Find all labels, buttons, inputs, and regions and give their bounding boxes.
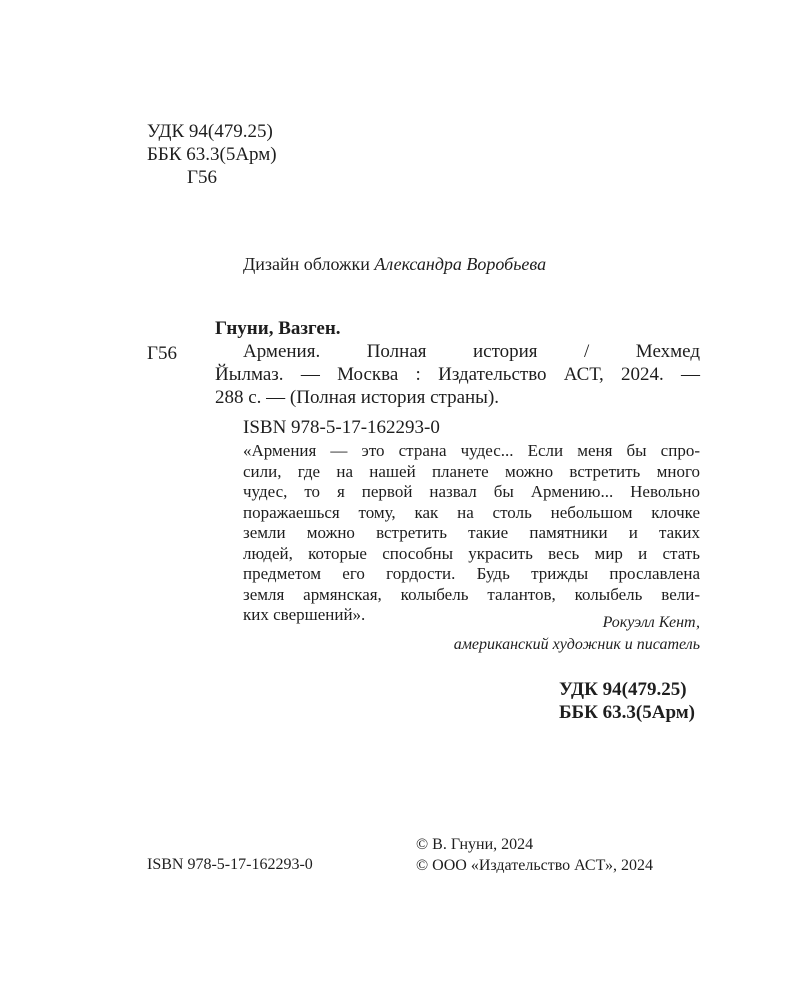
- copyright-block: [416, 834, 653, 876]
- footer-isbn: ISBN 978-5-17-162293-0: [147, 856, 313, 873]
- bibliographic-author-sign: Г56: [147, 343, 177, 364]
- annotation-line: поражаешься тому, как на столь небольшом клочке: [243, 502, 700, 522]
- quote-attribution: [454, 612, 700, 656]
- author-sign: Г56: [187, 167, 217, 188]
- cover-design-credit: [243, 253, 546, 275]
- udk-code-bottom: УДК 94(479.25): [559, 679, 687, 700]
- cover-designer-name: Александра Воробьева: [374, 254, 547, 274]
- annotation-line: земля армянская, колыбель талантов, колыбель вели-: [243, 584, 700, 604]
- udk-code: УДК 94(479.25): [147, 121, 273, 142]
- classification-block-bottom: [559, 678, 695, 724]
- bibliographic-description: [215, 340, 700, 409]
- bib-line: Армения. Полная история / Мехмед: [243, 341, 700, 362]
- bbk-code: ББК 63.3(5Арм): [147, 144, 277, 165]
- bbk-code-bottom: ББК 63.3(5Арм): [559, 702, 695, 723]
- attribution-name: Рокуэлл Кент,: [602, 614, 700, 631]
- annotation-quote: [243, 441, 700, 626]
- annotation-line: земли можно встретить такие памятники и таких: [243, 523, 700, 542]
- copyright-publisher: © ООО «Издательство АСТ», 2024: [416, 857, 653, 874]
- annotation-line: предметом его гордости. Будь трижды прославлена: [243, 564, 700, 583]
- annotation-line: ких свершений».: [243, 605, 366, 624]
- isbn: ISBN 978-5-17-162293-0: [243, 417, 440, 438]
- annotation-line: сили, где на нашей планете можно встретить много: [243, 461, 700, 481]
- bib-line: Йылмаз. — Москва : Издательство АСТ, 2024. —: [215, 364, 700, 385]
- annotation-line: чудес, то я первой назвал бы Армению... Невольно: [243, 482, 700, 501]
- annotation-line: людей, которые способны украсить весь мир и стать: [243, 543, 700, 563]
- annotation-line: «Армения — это страна чудес... Если меня бы спро-: [243, 441, 700, 460]
- copyright-author: © В. Гнуни, 2024: [416, 836, 534, 853]
- bib-line: 288 с. — (Полная история страны).: [215, 387, 500, 408]
- author-heading: Гнуни, Вазген.: [215, 318, 341, 339]
- attribution-role: американский художник и писатель: [453, 636, 700, 653]
- cover-design-label: Дизайн обложки: [243, 254, 370, 274]
- classification-block-top: [147, 120, 277, 189]
